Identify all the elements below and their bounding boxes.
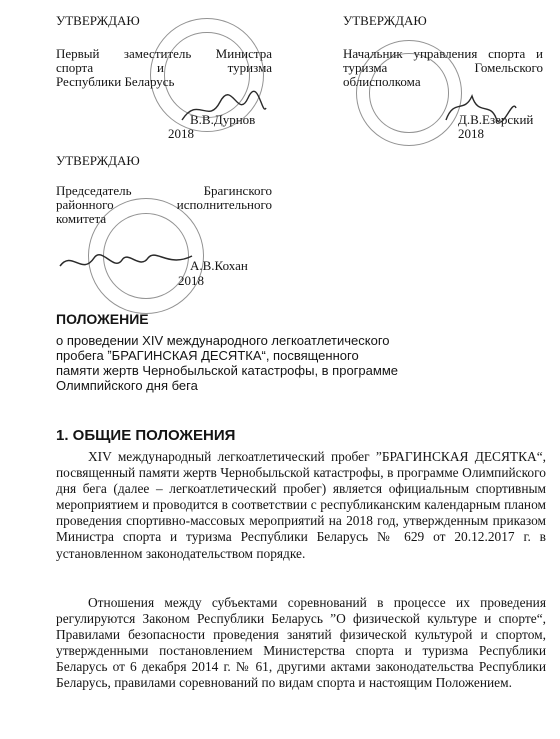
approval-line-3-2: районного исполнительного: [56, 197, 272, 212]
paragraph-2-text: Отношения между субъектами соревнований в процессе их проведения регулируются Законом Республики Беларусь ˮО физической культуре и спорте“, Правилами безопасности проведения занятий физической культурой и спортом, утвержденными постановлением Министерства спорта и туризма Республики Беларусь от 6 декабря 2014 г. № 61, другими актами законодательства Республики Беларусь, правилами соревнований по видам спорта и настоящим Положением.: [56, 595, 546, 691]
approval-line-2-3: облисполкома: [343, 74, 421, 89]
approval-year-1: 2018: [168, 126, 194, 141]
approval-line-1-1: Первый заместитель Министра: [56, 46, 272, 61]
approval-line-2-1: Начальник управления спорта и: [343, 46, 543, 61]
title-line-3: памяти жертв Чернобыльской катастрофы, в программе: [56, 363, 398, 378]
approval-heading-3: УТВЕРЖДАЮ: [56, 153, 140, 168]
section-heading: 1. ОБЩИЕ ПОЛОЖЕНИЯ: [56, 427, 236, 444]
approval-signer-3: А.В.Кохан: [190, 258, 248, 273]
approval-line-1-2: спорта и туризма: [56, 60, 272, 75]
approval-line-1-3: Республики Беларусь: [56, 74, 175, 89]
signature-3: [56, 242, 196, 282]
approval-signer-1: В.В.Дурнов: [190, 112, 256, 127]
section-paragraph-1: [56, 449, 546, 562]
title-line-1: о проведении XIV международного легкоатлетического: [56, 333, 390, 348]
approval-heading-1: УТВЕРЖДАЮ: [56, 13, 140, 28]
signature-1: [178, 90, 268, 130]
approval-signer-2: Д.В.Езерский: [458, 112, 534, 127]
approval-year-2: 2018: [458, 126, 484, 141]
title-line-4: Олимпийского дня бега: [56, 378, 198, 393]
approval-line-3-1: Председатель Брагинского: [56, 183, 272, 198]
signature-2: [440, 88, 520, 128]
paragraph-1-text: XIV международный легкоатлетический пробег ˮБРАГИНСКАЯ ДЕСЯТКА“, посвященный памяти жертв Чернобыльской катастрофы, в программе Олимпийского дня бега (далее – легкоатлетический пробег) является официальным спортивным мероприятием и проводится в соответствии с республиканским календарным планом проведения спортивно-массовых мероприятий на 2018 год, утвержденным приказом Министра спорта и туризма Республики Беларусь № 629 от 20.12.2017 г. в установленном законодательством порядке.: [56, 449, 546, 561]
approval-heading-2: УТВЕРЖДАЮ: [343, 13, 427, 28]
title-line-2: пробега ˮБРАГИНСКАЯ ДЕСЯТКА“, посвященного: [56, 348, 359, 363]
section-paragraph-2: [56, 595, 546, 692]
approval-line-2-2: туризма Гомельского: [343, 60, 543, 75]
document-title: ПОЛОЖЕНИЕ: [56, 311, 149, 327]
approval-line-3-3: комитета: [56, 211, 107, 226]
approval-year-3: 2018: [178, 273, 204, 288]
